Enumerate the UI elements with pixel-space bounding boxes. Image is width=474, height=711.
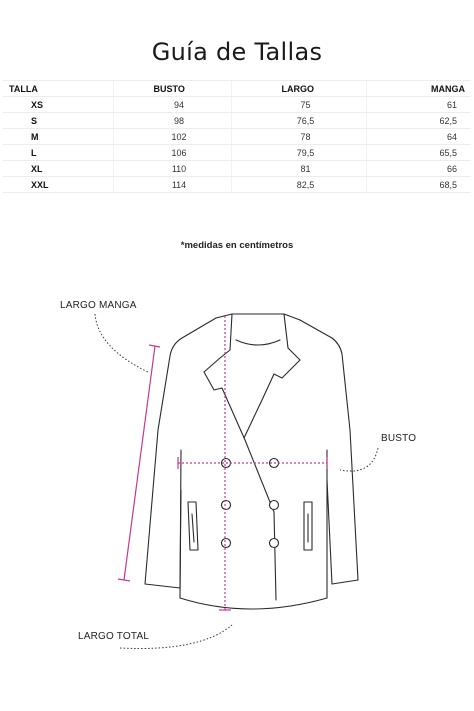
length-cell: 76,5 xyxy=(231,113,366,129)
bust-cell: 110 xyxy=(113,161,231,177)
page-title: Guía de Tallas xyxy=(151,38,323,66)
size-cell: L xyxy=(3,145,113,161)
table-row xyxy=(3,177,471,193)
sleeve-cell: 68,5 xyxy=(366,177,471,193)
header-largo: LARGO xyxy=(231,81,366,97)
bust-cell: 114 xyxy=(113,177,231,193)
size-cell: S xyxy=(3,113,113,129)
sleeve-cell: 65,5 xyxy=(366,145,471,161)
length-cell: 82,5 xyxy=(231,177,366,193)
size-cell: XS xyxy=(3,97,113,113)
sleeve-cell: 61 xyxy=(366,97,471,113)
button-icon xyxy=(270,539,279,548)
sleeve-length-label: LARGO MANGA xyxy=(60,300,137,311)
button-icon xyxy=(222,501,231,510)
table-row xyxy=(3,97,471,113)
header-talla: TALLA xyxy=(3,81,113,97)
units-note: *medidas en centímetros xyxy=(180,240,294,251)
table-row xyxy=(3,145,471,161)
size-cell: XL xyxy=(3,161,113,177)
length-cell: 75 xyxy=(231,97,366,113)
size-cell: XXL xyxy=(3,177,113,193)
header-manga: MANGA xyxy=(366,81,471,97)
jacket-diagram xyxy=(0,280,474,680)
table-header-row xyxy=(3,81,471,97)
length-cell: 78 xyxy=(231,129,366,145)
table-row xyxy=(3,113,471,129)
bust-cell: 98 xyxy=(113,113,231,129)
button-icon xyxy=(222,539,231,548)
sleeve-cell: 64 xyxy=(366,129,471,145)
sleeve-cell: 66 xyxy=(366,161,471,177)
button-icon xyxy=(270,501,279,510)
sleeve-leader xyxy=(95,314,148,372)
bust-label: BUSTO xyxy=(381,433,417,444)
total-length-label: LARGO TOTAL xyxy=(78,631,150,642)
measure-lines xyxy=(118,316,327,610)
bust-cell: 102 xyxy=(113,129,231,145)
table-row xyxy=(3,129,471,145)
sleeve-cell: 62,5 xyxy=(366,113,471,129)
table-row xyxy=(3,161,471,177)
bust-cell: 106 xyxy=(113,145,231,161)
bust-cell: 94 xyxy=(113,97,231,113)
size-cell: M xyxy=(3,129,113,145)
bust-leader xyxy=(340,448,378,471)
size-table xyxy=(3,80,471,193)
button-set xyxy=(222,459,279,548)
length-cell: 81 xyxy=(231,161,366,177)
header-busto: BUSTO xyxy=(113,81,231,97)
jacket-outline xyxy=(145,314,358,609)
sleeve-line xyxy=(124,346,155,580)
length-cell: 79,5 xyxy=(231,145,366,161)
